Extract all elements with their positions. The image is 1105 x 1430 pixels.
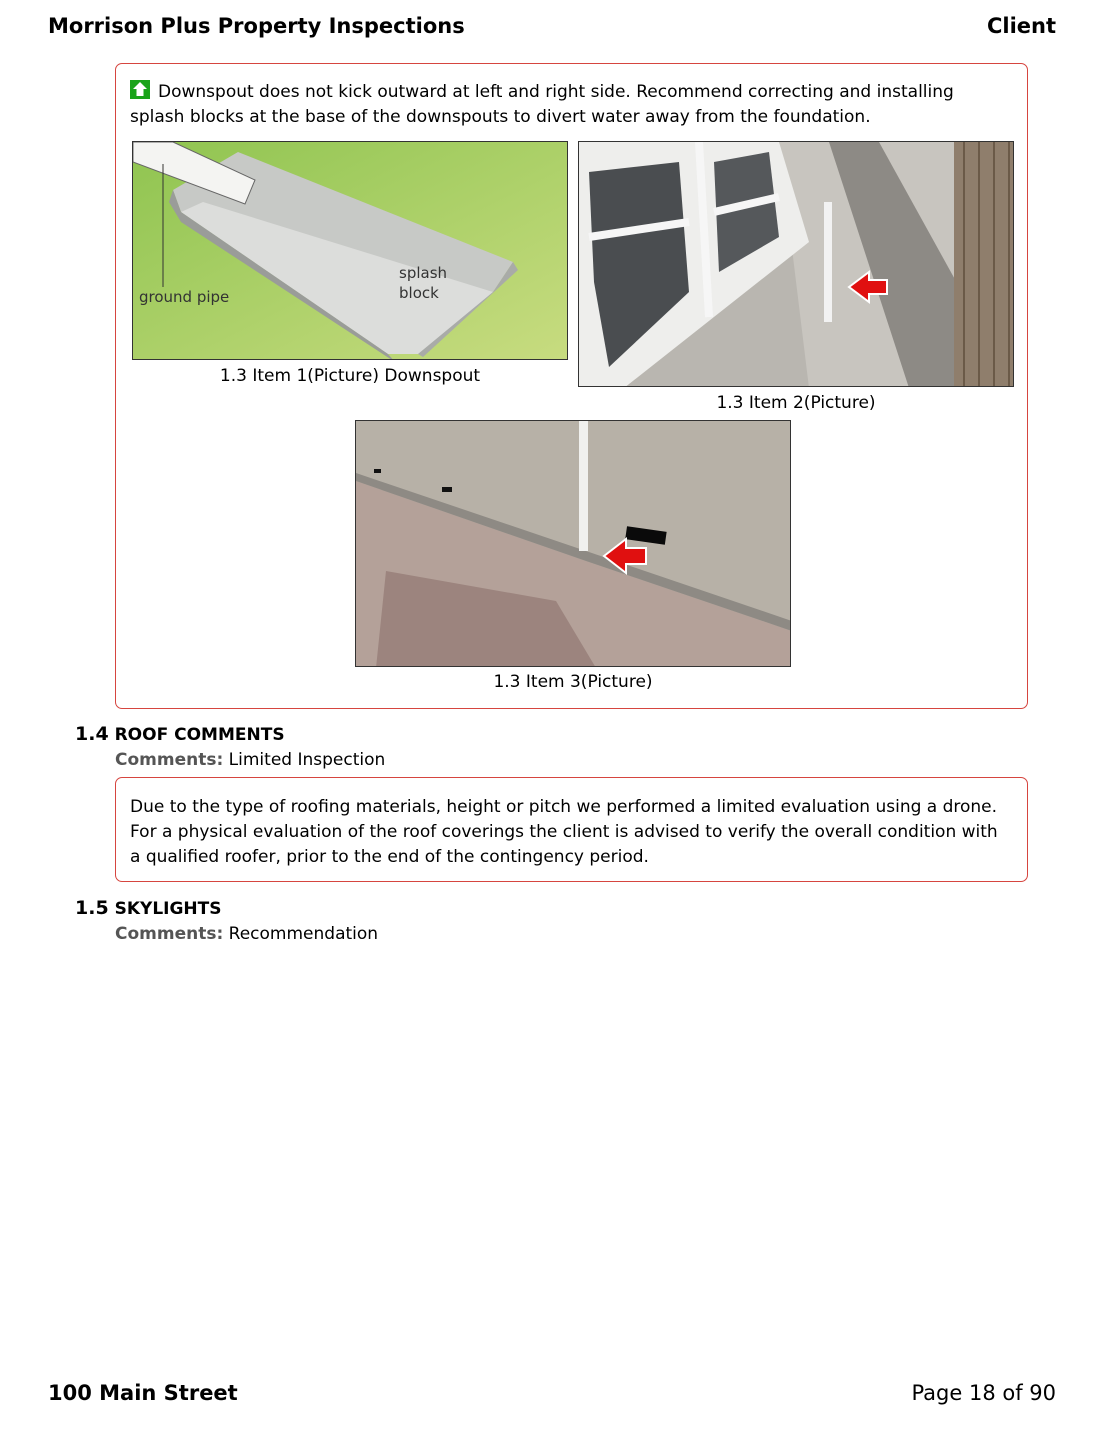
comments-value: Limited Inspection: [228, 750, 386, 770]
comments-label: Comments:: [115, 924, 224, 944]
picture-3[interactable]: [355, 420, 791, 667]
splash-label: splash: [399, 264, 448, 282]
picture-1-downspout[interactable]: [132, 141, 568, 360]
note-box-downspout: [115, 63, 1028, 709]
home-icon: [130, 80, 150, 99]
caption-picture-3: 1.3 Item 3(Picture): [493, 672, 653, 692]
header-company: Morrison Plus Property Inspections: [48, 14, 465, 38]
section-1-5-title: SKYLIGHTS: [114, 899, 222, 919]
section-1-4-title: ROOF COMMENTS: [114, 725, 285, 745]
footer-address: 100 Main Street: [48, 1381, 238, 1405]
section-1-4-number: 1.4: [75, 723, 109, 745]
section-1-5-heading: [75, 897, 222, 919]
downspout-note-text: Downspout does not kick outward at left and right side. Recommend correcting and installing splash blocks at the base of the downspouts to divert water away from the foundation.: [130, 82, 954, 127]
roof-note: Due to the type of roofing materials, height or pitch we performed a limited evaluation using a drone. For a physical evaluation of the roof coverings the client is advised to verify the overall condition with a qualified roofer, prior to the end of the contingency period.: [130, 797, 998, 867]
section-1-5-number: 1.5: [75, 897, 109, 919]
block-label: block: [399, 284, 439, 302]
caption-picture-1: 1.3 Item 1(Picture) Downspout: [219, 366, 481, 386]
footer-page-number: Page 18 of 90: [911, 1381, 1056, 1405]
caption-picture-2: 1.3 Item 2(Picture): [716, 393, 876, 413]
comments-value: Recommendation: [228, 924, 379, 944]
section-1-5-comments: [115, 924, 378, 944]
note-box-roof: [115, 777, 1028, 882]
section-1-4-comments: [115, 750, 385, 770]
section-1-4-heading: [75, 723, 285, 745]
downspout-note: [130, 80, 1013, 130]
header-client: Client: [986, 14, 1056, 38]
picture-2[interactable]: [578, 141, 1014, 387]
comments-label: Comments:: [115, 750, 224, 770]
ground-pipe-label: ground pipe: [139, 288, 230, 306]
